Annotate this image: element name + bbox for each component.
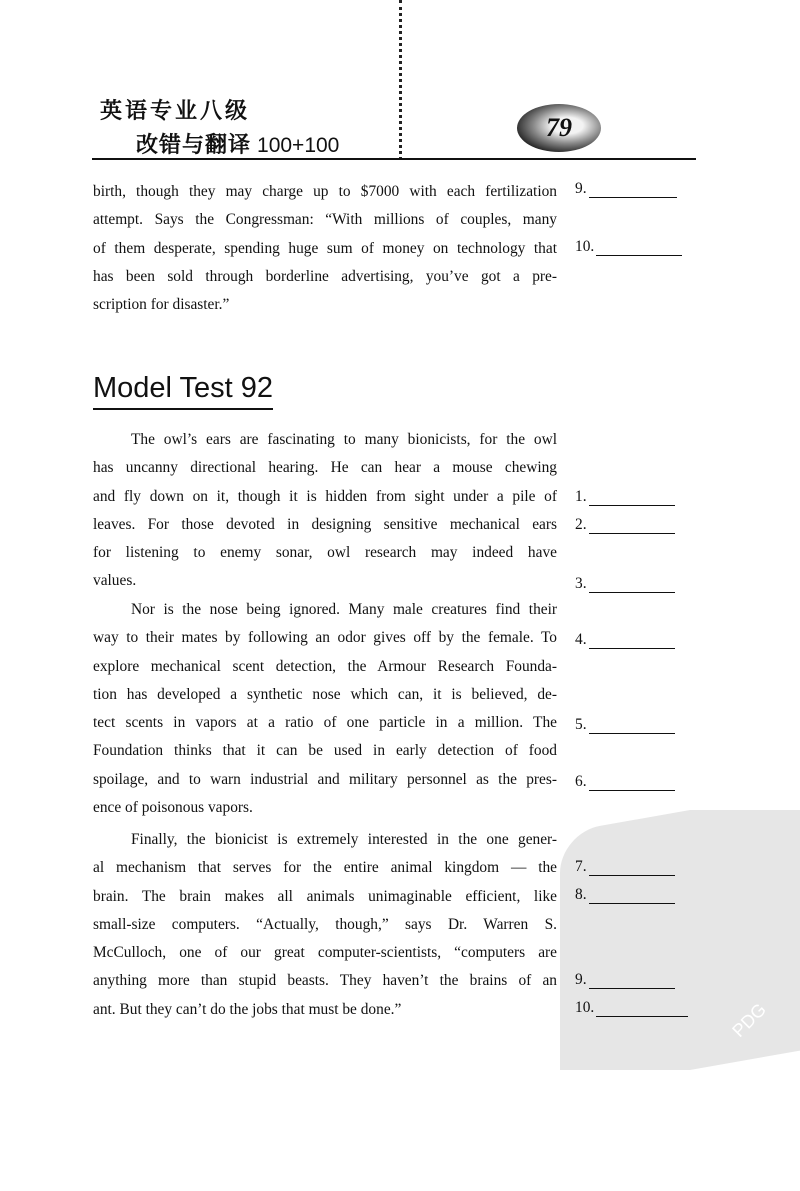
- text-line: and fly down on it, though it is hidden from sight under a pile of: [93, 487, 557, 505]
- previous-passage: [93, 178, 557, 319]
- text-line: brain. The brain makes all animals unimaginable efficient, like: [93, 887, 557, 905]
- page-number: 79: [546, 113, 572, 142]
- answer-blank[interactable]: 10.: [575, 999, 688, 1017]
- text-line: tion has developed a synthetic nose which can, it is believed, de-: [93, 685, 557, 703]
- page-number-badge: [517, 104, 601, 152]
- text-line: anything more than stupid beasts. They haven’t the brains of an: [93, 972, 557, 990]
- text-line: values.: [93, 572, 137, 590]
- answer-blank[interactable]: 10.: [575, 238, 682, 256]
- text-line: al mechanism that serves for the entire animal kingdom — the: [93, 859, 557, 877]
- text-line: scription for disaster.”: [93, 296, 230, 314]
- book-title-numbers: 100+100: [257, 134, 340, 157]
- section-title: Model Test 92: [93, 370, 273, 410]
- book-title-line1: 英语专业八级: [100, 98, 251, 124]
- book-title-chinese: 改错与翻译: [136, 132, 252, 158]
- text-line: has uncanny directional hearing. He can hear a mouse chewing: [93, 459, 557, 477]
- text-line: attempt. Says the Congressman: “With millions of couples, many: [93, 211, 557, 229]
- paragraph-2: [93, 596, 557, 822]
- text-line: Nor is the nose being ignored. Many male creatures find their: [131, 601, 557, 618]
- answer-blank[interactable]: 2.: [575, 516, 675, 534]
- answer-blank[interactable]: 6.: [575, 773, 675, 791]
- text-line: tect scents in vapors at a ratio of one particle in a million. The: [93, 714, 557, 732]
- stamp-text: PDG: [728, 999, 771, 1042]
- answer-blank[interactable]: 5.: [575, 716, 675, 734]
- text-line: leaves. For those devoted in designing sensitive mechanical ears: [93, 515, 557, 533]
- text-line: way to their mates by following an odor gives off by the female. To: [93, 629, 557, 647]
- answer-blank[interactable]: 1.: [575, 488, 675, 506]
- answer-blank[interactable]: 4.: [575, 631, 675, 649]
- library-stamp-watermark: [540, 810, 800, 1070]
- answer-blank[interactable]: 8.: [575, 886, 675, 904]
- text-line: birth, though they may charge up to $7000 with each fertilization: [93, 183, 557, 200]
- paragraph-3: [93, 826, 557, 1024]
- text-line: of them desperate, spending huge sum of money on technology that: [93, 239, 557, 257]
- text-line: ant. But they can’t do the jobs that must be done.”: [93, 1000, 402, 1018]
- answer-blank[interactable]: 3.: [575, 575, 675, 593]
- text-line: small-size computers. “Actually, though,” says Dr. Warren S.: [93, 915, 557, 933]
- header-rule: [92, 158, 696, 160]
- text-line: Foundation thinks that it can be used in early detection of food: [93, 742, 557, 760]
- text-line: ence of poisonous vapors.: [93, 799, 253, 817]
- answer-blank[interactable]: 9.: [575, 180, 677, 198]
- text-line: has been sold through borderline advertising, you’ve got a pre-: [93, 267, 557, 285]
- text-line: explore mechanical scent detection, the Armour Research Founda-: [93, 657, 557, 675]
- answer-blank[interactable]: 7.: [575, 858, 675, 876]
- text-line: The owl’s ears are fascinating to many bionicists, for the owl: [131, 431, 557, 448]
- book-title-line2: [136, 128, 339, 159]
- text-line: Finally, the bionicist is extremely interested in the one gener-: [131, 831, 557, 848]
- text-line: spoilage, and to warn industrial and military personnel as the pres-: [93, 770, 557, 788]
- dotted-divider: [399, 0, 402, 160]
- answer-blank[interactable]: 9.: [575, 971, 675, 989]
- text-line: McCulloch, one of our great computer-scientists, “computers are: [93, 944, 557, 962]
- paragraph-1: [93, 426, 557, 596]
- text-line: for listening to enemy sonar, owl research may indeed have: [93, 544, 557, 562]
